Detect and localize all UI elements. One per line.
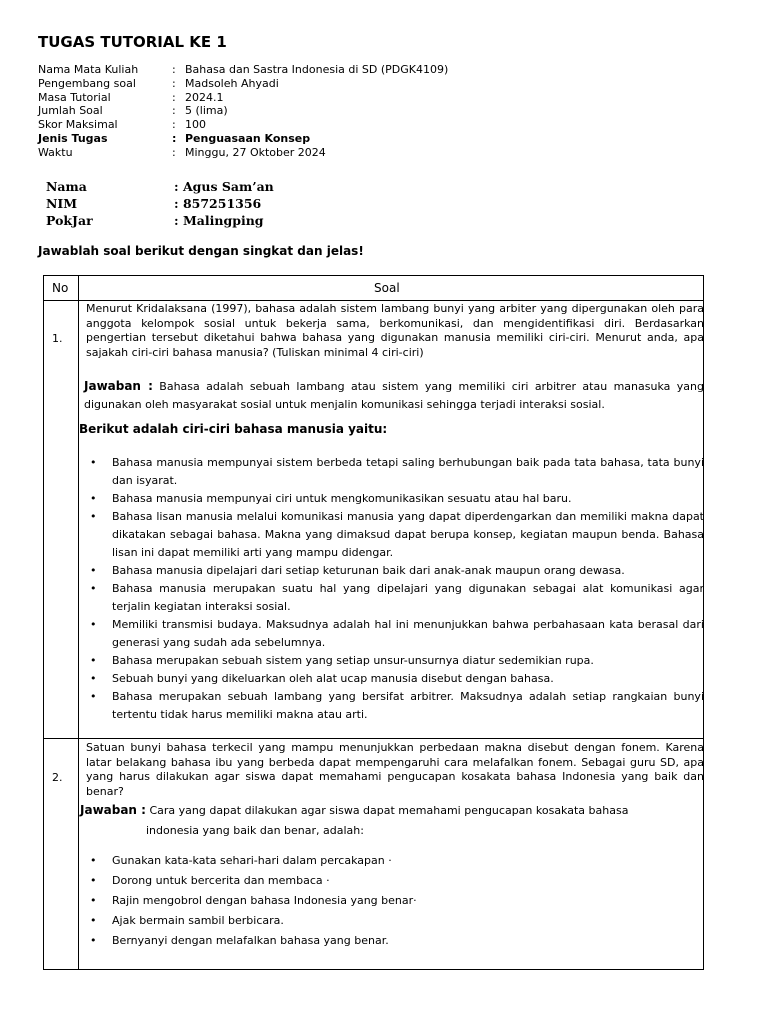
bullet-item: • Bahasa manusia dipelajari dari setiap keturunan baik dari anak-anak maupun orang dewasa. (90, 562, 704, 580)
bullet-item: • Bernyanyi dengan melafalkan bahasa yang benar. (90, 932, 704, 950)
meta-key: Skor Maksimal (38, 118, 118, 132)
meta-separator: : (172, 104, 176, 118)
bullet-item: • Ajak bermain sambil berbicara. (90, 912, 704, 930)
meta-value: Minggu, 27 Oktober 2024 (185, 145, 326, 159)
bullet-item: • Bahasa manusia mempunyai ciri untuk mengkomunikasikan sesuatu atau hal baru. (90, 490, 704, 508)
meta-row (38, 77, 448, 91)
bullet-item: • Bahasa merupakan sebuah lambang yang bersifat arbitrer. Maksudnya adalah setiap rangkaian bunyi tertentu tidak harus memiliki makna atau arti. (90, 688, 704, 724)
meta-separator: : (172, 131, 177, 145)
bullet-item: • Rajin mengobrol dengan bahasa Indonesia yang benar· (90, 892, 704, 910)
column-divider (78, 276, 79, 969)
student-row (46, 178, 274, 195)
meta-value: Penguasaan Konsep (185, 131, 311, 145)
student-row (46, 195, 274, 212)
instruction-text: Jawablah soal berikut dengan singkat dan jelas! (38, 244, 364, 258)
meta-value: 100 (185, 118, 206, 132)
answer-label: Jawaban : (80, 803, 146, 817)
bullet-item: • Gunakan kata-kata sehari-hari dalam percakapan · (90, 852, 704, 870)
answer-text: indonesia yang baik dan benar, adalah: (146, 824, 364, 837)
meta-key: Jenis Tugas (38, 131, 108, 145)
bullet-item: • Dorong untuk bercerita dan membaca · (90, 872, 704, 890)
bullet-item: • Bahasa merupakan sebuah sistem yang setiap unsur-unsurnya diatur sedemikian rupa. (90, 652, 704, 670)
meta-separator: : (172, 118, 176, 132)
document-title: TUGAS TUTORIAL KE 1 (38, 33, 227, 51)
header-no: No (52, 281, 69, 295)
meta-value: 5 (lima) (185, 104, 228, 118)
question-number: 1. (52, 332, 63, 345)
meta-row (38, 132, 448, 146)
answer-text: Cara yang dapat dilakukan agar siswa dapat memahami pengucapan kosakata bahasa (149, 804, 629, 817)
answer-bullet-list (90, 454, 704, 724)
row-divider (44, 738, 703, 739)
meta-separator: : (172, 145, 176, 159)
question-table (43, 275, 704, 970)
answer-label: Jawaban : (84, 379, 153, 393)
meta-row (38, 91, 448, 105)
meta-row (38, 104, 448, 118)
course-info (38, 63, 448, 160)
student-key: PokJar (46, 213, 93, 228)
bullet-item: • Bahasa manusia mempunyai sistem berbeda tetapi saling berhubungan baik pada tata bahasa, tata bunyi dan isyarat. (90, 454, 704, 490)
row-divider (44, 300, 703, 301)
meta-key: Pengembang soal (38, 76, 136, 90)
student-value: : 857251356 (174, 196, 262, 211)
answer-block (80, 800, 700, 841)
meta-row (38, 146, 448, 160)
meta-row (38, 63, 448, 77)
bullet-item: • Sebuah bunyi yang dikeluarkan oleh alat ucap manusia disebut dengan bahasa. (90, 670, 704, 688)
student-value: : Agus Sam’an (174, 179, 274, 194)
meta-key: Nama Mata Kuliah (38, 63, 139, 76)
bullet-item: • Bahasa lisan manusia melalui komunikasi manusia yang dapat diperdengarkan dan memiliki makna dapat dikatakan sebagai bahasa. Makna yang dimaksud dapat berupa konsep, kegiatan maupun benda. Bahasa lisan ini dapat memiliki arti yang mampu didengar. (90, 508, 704, 562)
meta-value: Bahasa dan Sastra Indonesia di SD (PDGK4109) (185, 63, 449, 76)
meta-row (38, 118, 448, 132)
answer-block (84, 377, 704, 414)
student-row (46, 212, 274, 229)
meta-key: Waktu (38, 145, 73, 159)
student-info (46, 178, 274, 229)
meta-value: Madsoleh Ahyadi (185, 76, 279, 90)
student-value: : Malingping (174, 213, 264, 228)
meta-separator: : (172, 76, 176, 90)
question-text: Satuan bunyi bahasa terkecil yang mampu menunjukkan perbedaan makna disebut dengan fonem. Karena latar belakang bahasa ibu yang berbeda dapat mempengaruhi cara melafalkan fonem. Sebagai guru SD, apa yang harus dilakukan agar siswa dapat memahami pengucapan kosakata bahasa Indonesia yang baik dan benar? (86, 741, 704, 798)
bullet-item: • Memiliki transmisi budaya. Maksudnya adalah hal ini menunjukkan bahwa perbahasaan kata berasal dari generasi yang sudah ada sebelumnya. (90, 616, 704, 652)
meta-key: Jumlah Soal (38, 104, 103, 118)
bullet-item: • Bahasa manusia merupakan suatu hal yang dipelajari yang digunakan sebagai alat komunikasi agar terjalin kegiatan interaksi sosial. (90, 580, 704, 616)
question-number: 2. (52, 771, 63, 784)
question-text: Menurut Kridalaksana (1997), bahasa adalah sistem lambang bunyi yang arbiter yang dipergunakan oleh para anggota kelompok sosial untuk bekerja sama, berkomunikasi, dan mengidentifikasi diri. Berdasarkan pengertian tersebut diketahui bahwa bahasa yang digunakan manusia memiliki ciri-ciri. Menurut anda, apa sajakah ciri-ciri bahasa manusia? (Tuliskan minimal 4 ciri-ciri) (86, 302, 704, 359)
student-key: Nama (46, 179, 87, 194)
answer-bullet-list (90, 852, 704, 952)
meta-value: 2024.1 (185, 90, 224, 104)
meta-separator: : (172, 90, 176, 104)
student-key: NIM (46, 196, 78, 211)
meta-separator: : (172, 63, 176, 76)
meta-key: Masa Tutorial (38, 90, 111, 104)
header-soal: Soal (374, 281, 400, 295)
answer-text: Bahasa adalah sebuah lambang atau sistem yang memiliki ciri arbitrer atau manasuka yang digunakan oleh masyarakat sosial untuk menjalin komunikasi sehingga terjadi interaksi sosial. (84, 380, 705, 411)
answer-subheading: Berikut adalah ciri-ciri bahasa manusia yaitu: (79, 422, 388, 436)
